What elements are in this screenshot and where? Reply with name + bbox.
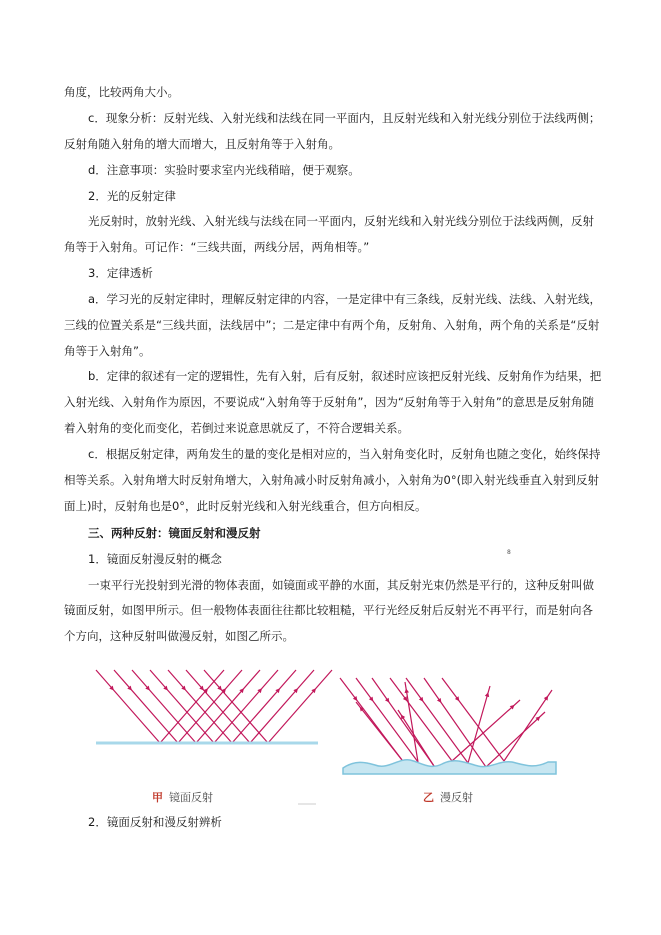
text-line: 相等关系。入射角增大时反射角增大，入射角减小时反射角减小，入射角为0°(即入射光线垂直入射到反射 [64, 473, 600, 487]
text-line: 角等于入射角。可记作：“三线共面，两线分居，两角相等。” [64, 240, 370, 254]
text-line: 三、两种反射：镜面反射和漫反射 [88, 526, 261, 540]
text-line: c．现象分析：反射光线、入射光线和法线在同一平面内，且反射光线和入射光线分别位于法线两侧； [88, 111, 601, 125]
reflected-ray [160, 670, 224, 743]
specular-rays [96, 670, 332, 743]
diffuse-rays [340, 678, 552, 767]
text-line: c．根据反射定律，两角发生的量的变化是相对应的，当入射角变化时，反射角也随之变化，始终保持 [88, 447, 601, 461]
incident-ray [424, 678, 486, 767]
reflected-ray [504, 690, 552, 761]
text-line: 3．定律透析 [88, 266, 153, 280]
reflected-ray [405, 682, 418, 762]
text-line: d．注意事项：实验时要求室内光线稍暗，便于观察。 [88, 163, 360, 177]
text-line: 角等于入射角”。 [64, 344, 151, 358]
incident-ray [204, 670, 268, 743]
text-line: 着入射角的变化而变化，若倒过来说意思就反了，不符合逻辑关系。 [64, 421, 409, 435]
text-line: 角度，比较两角大小。 [64, 85, 179, 99]
reflected-ray [268, 670, 332, 743]
arrowhead [385, 698, 389, 703]
text-line: 2．光的反射定律 [88, 189, 176, 203]
reflected-ray [178, 670, 242, 743]
incident-ray [96, 670, 160, 743]
incident-ray [150, 670, 214, 743]
text-line: 三线的位置关系是“三线共面，法线居中”；二是定律中有两个角，反射角、入射角，两个角的关系是“反射 [64, 318, 600, 332]
text-line: 光反射时，放射光线、入射光线与法线在同一平面内，反射光线和入射光线分别位于法线两侧，反射 [88, 214, 594, 228]
reflected-ray [250, 670, 314, 743]
incident-ray [168, 670, 232, 743]
text-line: 1．镜面反射漫反射的概念 [88, 552, 222, 566]
text-line: 一束平行光投射到光滑的物体表面，如镜面或平静的水面，其反射光束仍然是平行的，这种反射叫做 [88, 578, 594, 592]
incident-ray [356, 678, 418, 762]
text-line: a．学习光的反射定律时，理解反射定律的内容，一是定律中有三条线，反射光线、法线、入射光线， [88, 292, 602, 306]
text-line: 面上)时，反射角也是0°，此时反射光线和入射光线重合，但方向相反。 [64, 499, 427, 513]
reflected-ray [196, 670, 260, 743]
reflected-ray [232, 670, 296, 743]
incident-ray [114, 670, 178, 743]
reflected-ray [468, 686, 490, 763]
rough-surface [343, 760, 556, 774]
incident-ray [406, 678, 468, 763]
text-line: 反射角随入射角的增大而增大，且反射角等于入射角。 [64, 137, 340, 151]
incident-ray [186, 670, 250, 743]
incident-ray [132, 670, 196, 743]
reflected-ray [214, 670, 278, 743]
incident-ray [372, 678, 434, 766]
caption-diffuse: 乙 漫反射 [423, 791, 473, 804]
reflected-ray [486, 712, 545, 767]
text-line: 个方向，这种反射叫做漫反射，如图乙所示。 [64, 629, 294, 643]
reflected-ray [398, 710, 434, 766]
stray-mark: 8 [507, 549, 511, 556]
caption-specular: 甲 镜面反射 [152, 791, 213, 804]
text-line: 入射光线、入射角作为原因，不要说成“入射角等于反射角”，因为“反射角等于入射角”的意思是反射角随 [64, 395, 594, 409]
text-line: b．定律的叙述有一定的逻辑性，先有入射，后有反射，叙述时应该把反射光线、反射角作为结果，把 [88, 369, 602, 383]
text-line: 镜面反射，如图甲所示。但一般物体表面往往都比较粗糙，平行光经反射后反射光不再平行，而是射向各 [64, 603, 593, 617]
section-heading-comparison: 2．镜面反射和漫反射辨析 [88, 815, 222, 829]
